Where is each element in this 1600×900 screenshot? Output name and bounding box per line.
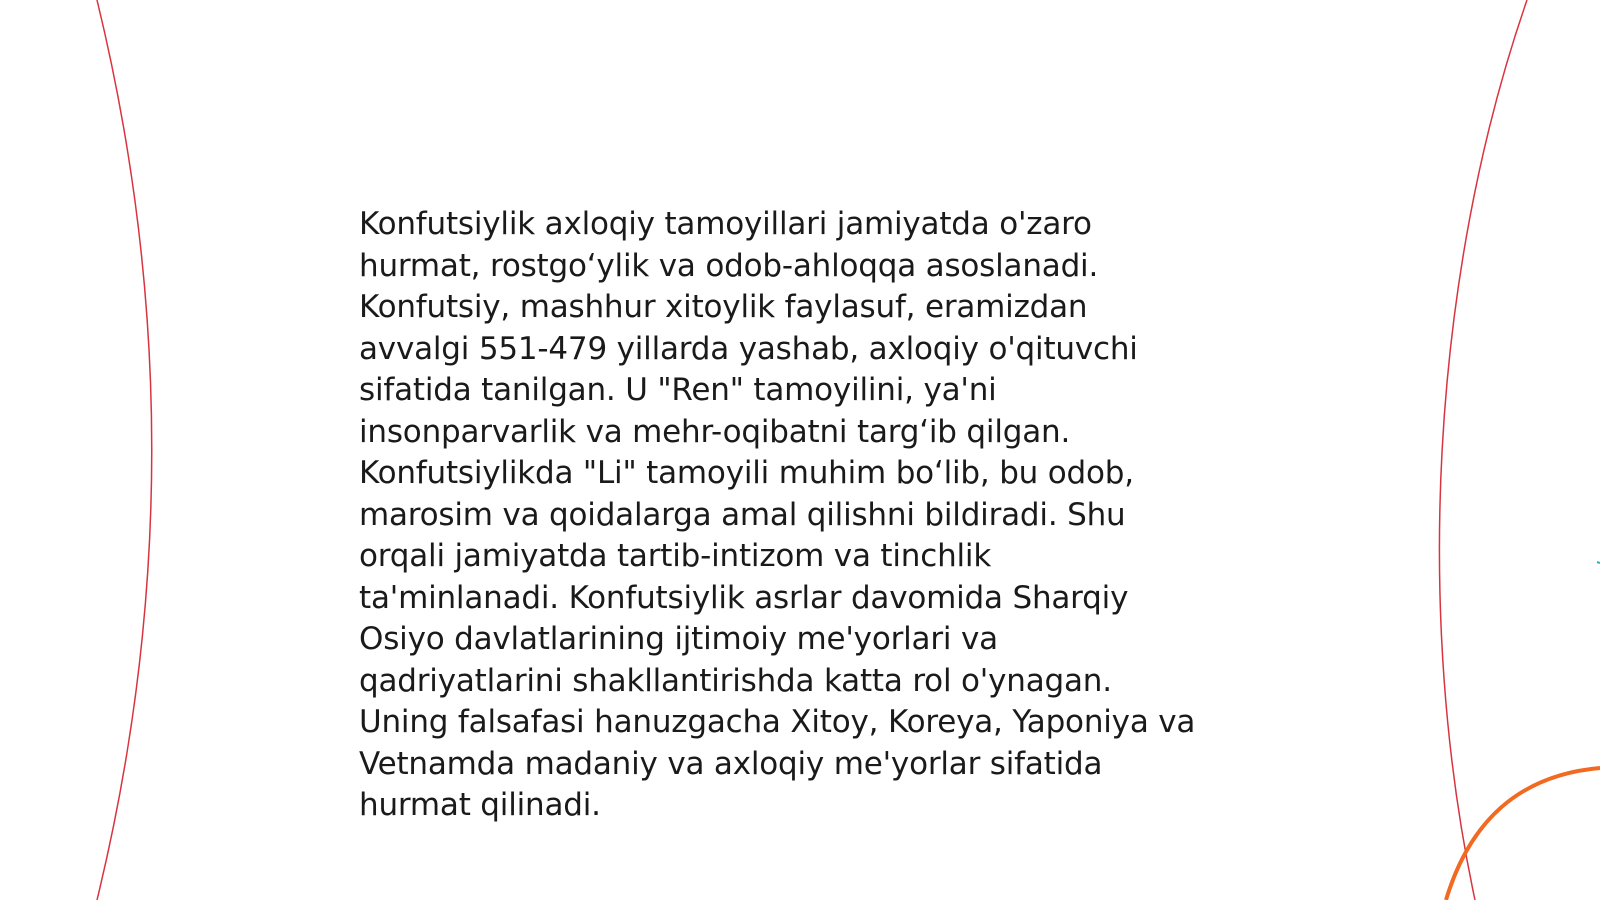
body-paragraph: Konfutsiylik axloqiy tamoyillari jamiyatda o'zaro hurmat, rostgo‘ylik va odob-ahloqqa asoslanadi. Konfutsiy, mashhur xitoylik faylasuf, eramizdan avvalgi 551-479 yillarda yashab, axloqiy o'qituvchi sifatida tanilgan. U "Ren" tamoyilini, ya'ni insonparvarlik va mehr-oqibatni targ‘ib qilgan. Konfutsiylikda "Li" tamoyili muhim bo‘lib, bu odob, marosim va qoidalarga amal qilishni bildiradi. Shu orqali jamiyatda tartib-intizom va tinchlik ta'minlanadi. Konfutsiylik asrlar davomida Sharqiy Osiyo davlatlarining ijtimoiy me'yorlari va qadriyatlarini shakllantirishda katta rol o'ynagan. Uning falsafasi hanuzgacha Xitoy, Koreya, Yaponiya va Vetnamda madaniy va axloqiy me'yorlar sifatida hurmat qilinadi.	[359, 206, 1196, 823]
orange-arc	[1446, 768, 1600, 900]
right-red-curve	[1439, 0, 1527, 900]
left-red-curve	[97, 0, 152, 900]
